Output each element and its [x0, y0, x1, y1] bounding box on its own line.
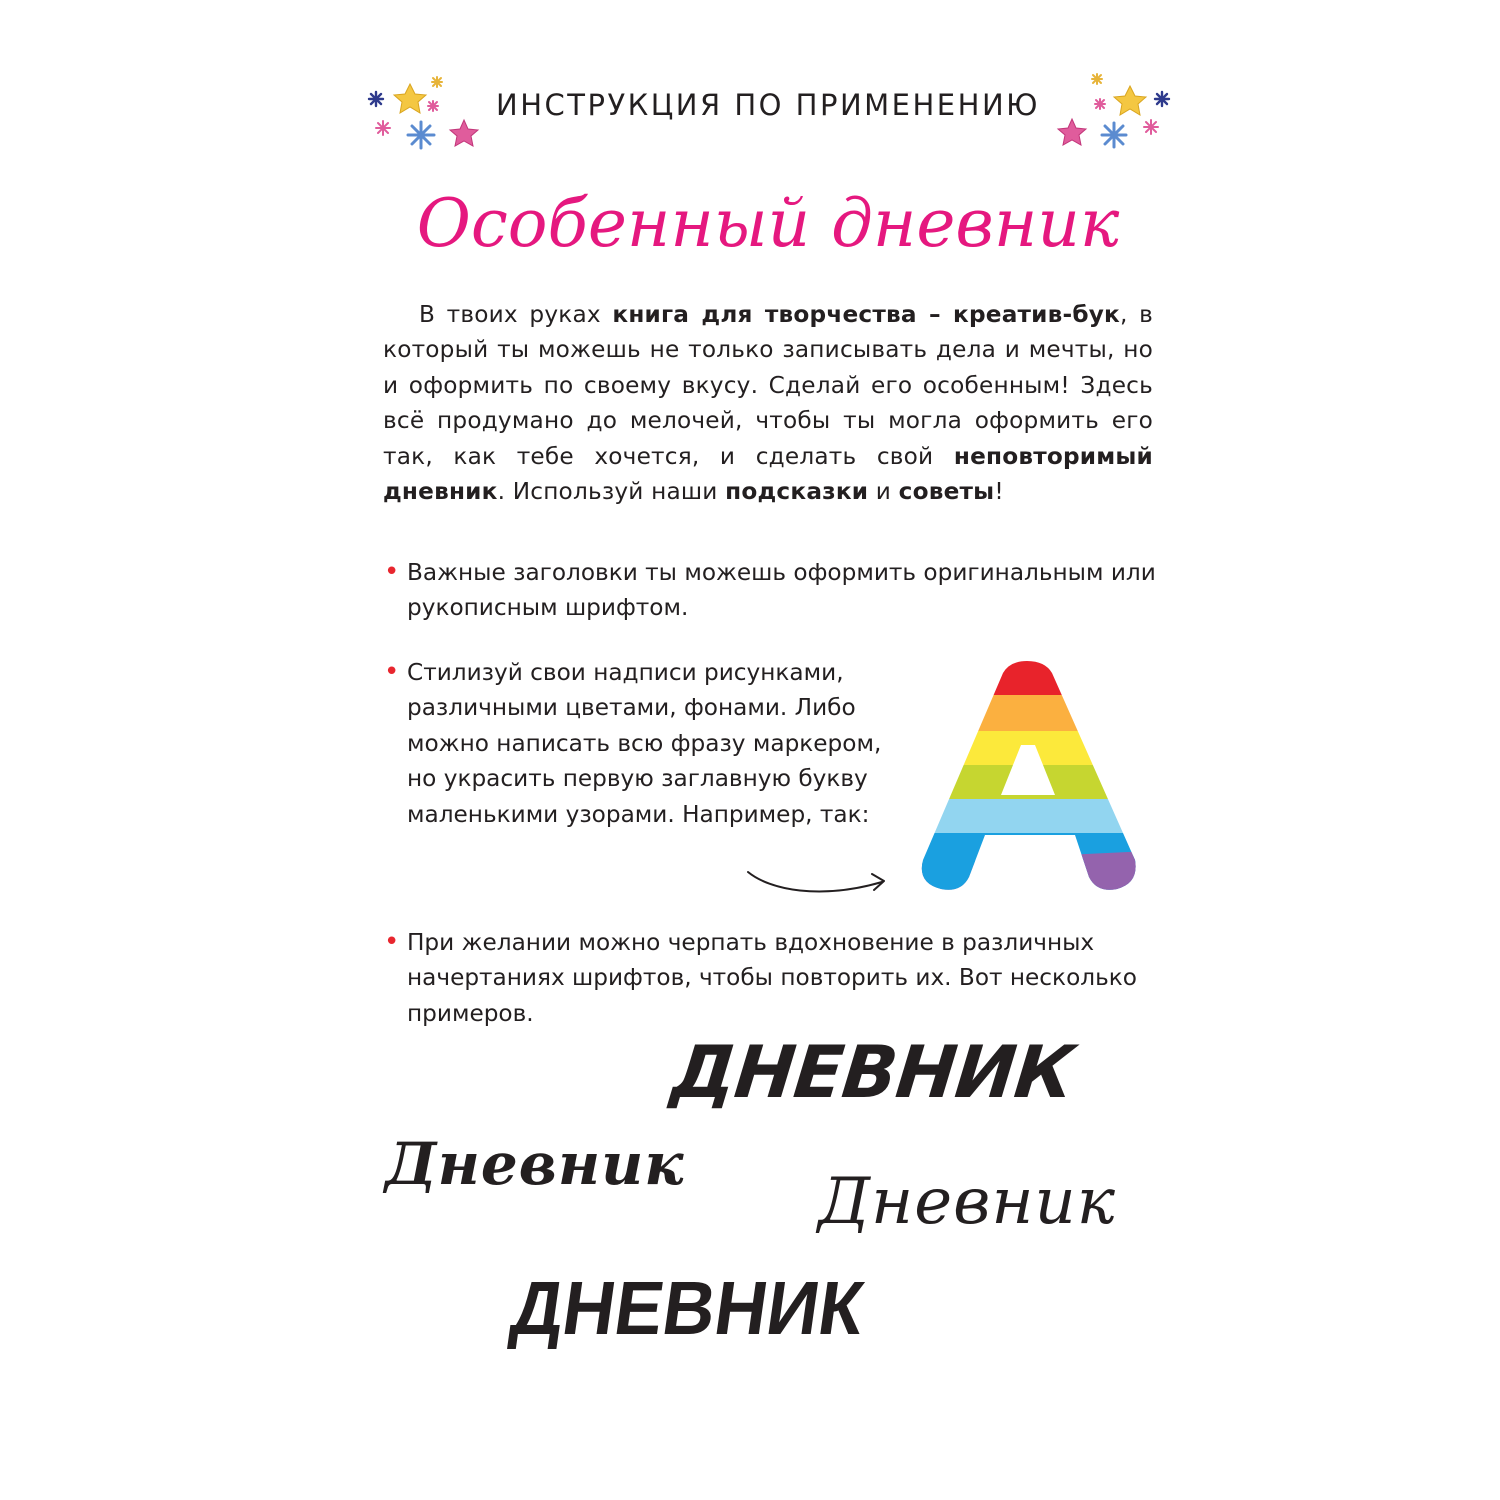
intro-text-3: . Используй наши	[497, 478, 726, 506]
bullet-dot-icon: •	[384, 557, 400, 587]
intro-text-2: , в который ты можешь не только записывать дела и мечты, но и оформить по своему вкусу. Сделай его особенным! Здесь всё продумано до мелочей, чтобы ты могла оформить его так, как тебе хочется, и сделать свой	[383, 301, 1153, 470]
intro-text-4: и	[868, 478, 899, 506]
header	[0, 70, 1500, 160]
list-item-text: Стилизуй свои надписи рисунками, различными цветами, фонами. Либо можно написать всю фразу маркером, но украсить первую заглавную букву маленькими узорами. Например, так:	[407, 659, 882, 828]
font-sample-rounded-script: Дневник	[385, 1130, 685, 1198]
font-sample-calligraphy: Дневник	[818, 1165, 1116, 1239]
curved-arrow-icon	[740, 860, 900, 905]
font-sample-bold-italic: ДНЕВНИК	[667, 1030, 1078, 1114]
bullet-dot-icon: •	[384, 927, 400, 957]
page-title: Особенный дневник	[416, 185, 1120, 262]
decorative-stars-right	[1050, 70, 1180, 160]
intro-paragraph	[383, 297, 1153, 509]
intro-bold-4: советы	[898, 478, 995, 506]
list-item	[384, 655, 904, 832]
intro-text-5: !	[994, 478, 1004, 506]
list-item-text: При желании можно черпать вдохновение в различных начертаниях шрифтов, чтобы повторить их. Вот несколько примеров.	[407, 929, 1137, 1027]
list-item	[384, 555, 1164, 626]
section-header: ИНСТРУКЦИЯ ПО ПРИМЕНЕНИЮ	[496, 88, 1040, 122]
font-sample-brush: ДНЕВНИК	[506, 1267, 869, 1351]
intro-bold-1: книга для творчества – креатив-бук	[612, 301, 1120, 328]
intro-bold-3: подсказки	[725, 478, 869, 506]
intro-text-1: В твоих руках	[419, 301, 613, 328]
rainbow-letter-a-icon	[905, 655, 1150, 895]
list-item	[384, 925, 1164, 1031]
bullet-dot-icon: •	[384, 657, 400, 687]
list-item-text: Важные заголовки ты можешь оформить оригинальным или рукописным шрифтом.	[407, 559, 1156, 622]
intro-bold-2: неповторимый дневник	[383, 442, 1153, 506]
